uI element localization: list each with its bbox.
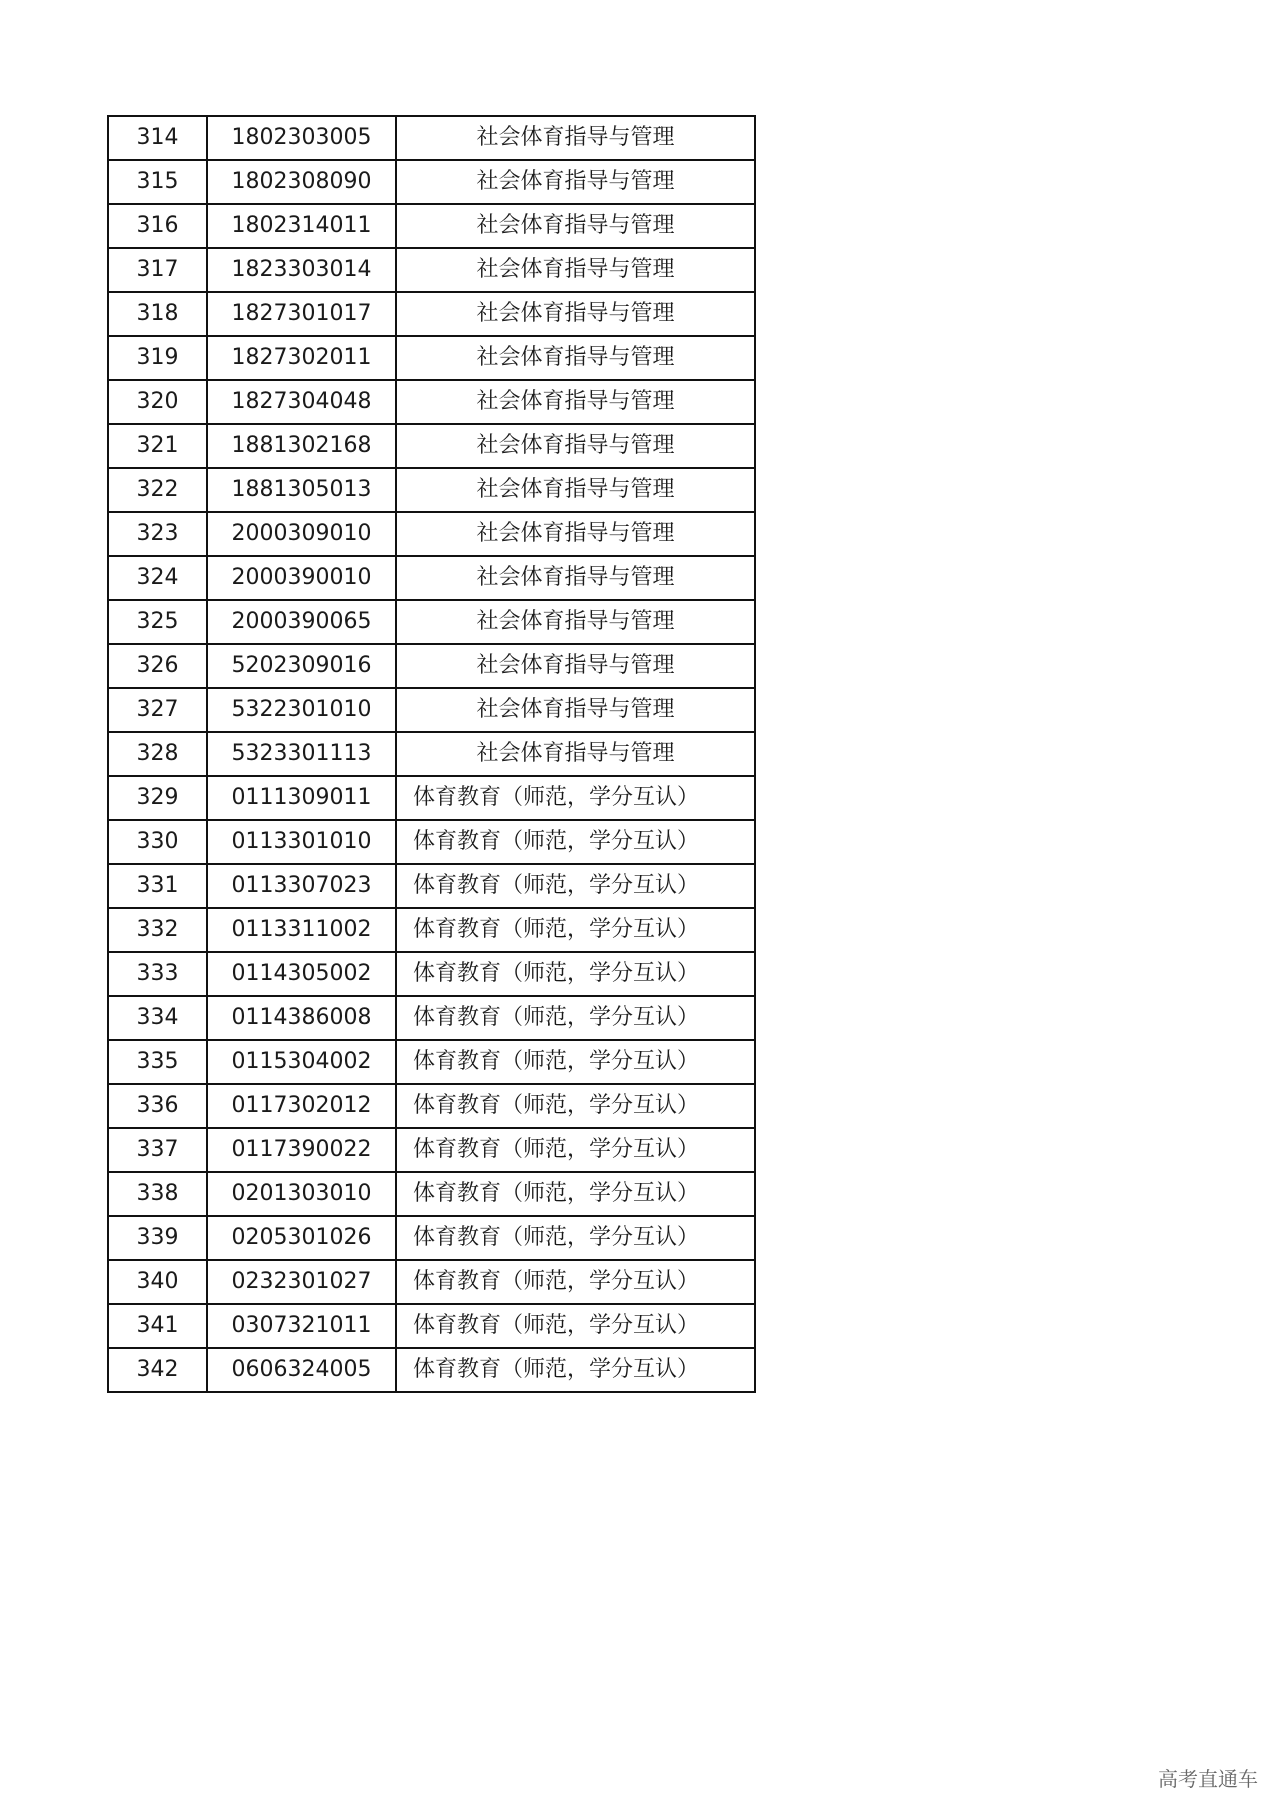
row-number-cell: 316 bbox=[108, 204, 207, 248]
major-cell: 体育教育（师范，学分互认） bbox=[396, 776, 755, 820]
table-row bbox=[108, 1084, 755, 1128]
table-row bbox=[108, 1304, 755, 1348]
major-cell: 体育教育（师范，学分互认） bbox=[396, 1260, 755, 1304]
major-cell: 体育教育（师范，学分互认） bbox=[396, 996, 755, 1040]
major-cell: 社会体育指导与管理 bbox=[396, 688, 755, 732]
row-number-cell: 337 bbox=[108, 1128, 207, 1172]
major-cell: 体育教育（师范，学分互认） bbox=[396, 1348, 755, 1392]
row-number-cell: 319 bbox=[108, 336, 207, 380]
table-row bbox=[108, 908, 755, 952]
row-number-cell: 342 bbox=[108, 1348, 207, 1392]
major-cell: 社会体育指导与管理 bbox=[396, 116, 755, 160]
table-row bbox=[108, 864, 755, 908]
candidate-id-cell: 1827304048 bbox=[207, 380, 396, 424]
row-number-cell: 334 bbox=[108, 996, 207, 1040]
major-cell: 社会体育指导与管理 bbox=[396, 424, 755, 468]
row-number-cell: 314 bbox=[108, 116, 207, 160]
major-cell: 体育教育（师范，学分互认） bbox=[396, 1128, 755, 1172]
row-number-cell: 339 bbox=[108, 1216, 207, 1260]
major-cell: 体育教育（师范，学分互认） bbox=[396, 908, 755, 952]
candidate-id-cell: 1881302168 bbox=[207, 424, 396, 468]
table-row bbox=[108, 600, 755, 644]
major-cell: 社会体育指导与管理 bbox=[396, 336, 755, 380]
table-row bbox=[108, 1260, 755, 1304]
admission-list-table bbox=[107, 115, 756, 1393]
table-row bbox=[108, 1172, 755, 1216]
major-cell: 体育教育（师范，学分互认） bbox=[396, 1040, 755, 1084]
row-number-cell: 330 bbox=[108, 820, 207, 864]
table-row bbox=[108, 1216, 755, 1260]
major-cell: 社会体育指导与管理 bbox=[396, 160, 755, 204]
row-number-cell: 325 bbox=[108, 600, 207, 644]
candidate-id-cell: 1881305013 bbox=[207, 468, 396, 512]
candidate-id-cell: 2000390010 bbox=[207, 556, 396, 600]
major-cell: 体育教育（师范，学分互认） bbox=[396, 1304, 755, 1348]
candidate-id-cell: 0113307023 bbox=[207, 864, 396, 908]
table-row bbox=[108, 952, 755, 996]
watermark-text: 高考直通车 bbox=[1158, 1767, 1258, 1791]
row-number-cell: 336 bbox=[108, 1084, 207, 1128]
major-cell: 社会体育指导与管理 bbox=[396, 248, 755, 292]
row-number-cell: 333 bbox=[108, 952, 207, 996]
candidate-id-cell: 0117302012 bbox=[207, 1084, 396, 1128]
row-number-cell: 323 bbox=[108, 512, 207, 556]
row-number-cell: 322 bbox=[108, 468, 207, 512]
candidate-id-cell: 0111309011 bbox=[207, 776, 396, 820]
candidate-id-cell: 0307321011 bbox=[207, 1304, 396, 1348]
candidate-id-cell: 5202309016 bbox=[207, 644, 396, 688]
candidate-id-cell: 0201303010 bbox=[207, 1172, 396, 1216]
row-number-cell: 317 bbox=[108, 248, 207, 292]
row-number-cell: 331 bbox=[108, 864, 207, 908]
major-cell: 社会体育指导与管理 bbox=[396, 380, 755, 424]
table-row bbox=[108, 1128, 755, 1172]
table-row bbox=[108, 116, 755, 160]
row-number-cell: 335 bbox=[108, 1040, 207, 1084]
table-row bbox=[108, 380, 755, 424]
candidate-id-cell: 0205301026 bbox=[207, 1216, 396, 1260]
major-cell: 社会体育指导与管理 bbox=[396, 512, 755, 556]
table-row bbox=[108, 688, 755, 732]
candidate-id-cell: 0232301027 bbox=[207, 1260, 396, 1304]
major-cell: 社会体育指导与管理 bbox=[396, 204, 755, 248]
table-row bbox=[108, 292, 755, 336]
candidate-id-cell: 2000390065 bbox=[207, 600, 396, 644]
major-cell: 社会体育指导与管理 bbox=[396, 644, 755, 688]
table-row bbox=[108, 644, 755, 688]
major-cell: 社会体育指导与管理 bbox=[396, 600, 755, 644]
candidate-id-cell: 5323301113 bbox=[207, 732, 396, 776]
candidate-id-cell: 0115304002 bbox=[207, 1040, 396, 1084]
major-cell: 体育教育（师范，学分互认） bbox=[396, 1084, 755, 1128]
row-number-cell: 326 bbox=[108, 644, 207, 688]
table-row bbox=[108, 468, 755, 512]
candidate-id-cell: 1802314011 bbox=[207, 204, 396, 248]
table-row bbox=[108, 160, 755, 204]
candidate-id-cell: 1827301017 bbox=[207, 292, 396, 336]
table-row bbox=[108, 732, 755, 776]
candidate-id-cell: 1827302011 bbox=[207, 336, 396, 380]
row-number-cell: 340 bbox=[108, 1260, 207, 1304]
candidate-id-cell: 0117390022 bbox=[207, 1128, 396, 1172]
table-row bbox=[108, 336, 755, 380]
table-row bbox=[108, 820, 755, 864]
major-cell: 体育教育（师范，学分互认） bbox=[396, 1172, 755, 1216]
table-row bbox=[108, 996, 755, 1040]
major-cell: 体育教育（师范，学分互认） bbox=[396, 952, 755, 996]
major-cell: 社会体育指导与管理 bbox=[396, 468, 755, 512]
row-number-cell: 327 bbox=[108, 688, 207, 732]
row-number-cell: 321 bbox=[108, 424, 207, 468]
major-cell: 体育教育（师范，学分互认） bbox=[396, 820, 755, 864]
candidate-id-cell: 0113311002 bbox=[207, 908, 396, 952]
candidate-id-cell: 0606324005 bbox=[207, 1348, 396, 1392]
row-number-cell: 315 bbox=[108, 160, 207, 204]
row-number-cell: 324 bbox=[108, 556, 207, 600]
row-number-cell: 341 bbox=[108, 1304, 207, 1348]
candidate-id-cell: 0114305002 bbox=[207, 952, 396, 996]
candidate-id-cell: 1823303014 bbox=[207, 248, 396, 292]
row-number-cell: 318 bbox=[108, 292, 207, 336]
row-number-cell: 329 bbox=[108, 776, 207, 820]
row-number-cell: 320 bbox=[108, 380, 207, 424]
row-number-cell: 338 bbox=[108, 1172, 207, 1216]
row-number-cell: 328 bbox=[108, 732, 207, 776]
candidate-id-cell: 0113301010 bbox=[207, 820, 396, 864]
table-row bbox=[108, 776, 755, 820]
candidate-id-cell: 1802303005 bbox=[207, 116, 396, 160]
candidate-id-cell: 1802308090 bbox=[207, 160, 396, 204]
table-row bbox=[108, 1348, 755, 1392]
table-row bbox=[108, 556, 755, 600]
table-body bbox=[108, 116, 755, 1392]
table-row bbox=[108, 204, 755, 248]
major-cell: 社会体育指导与管理 bbox=[396, 292, 755, 336]
candidate-id-cell: 0114386008 bbox=[207, 996, 396, 1040]
major-cell: 社会体育指导与管理 bbox=[396, 556, 755, 600]
candidate-id-cell: 2000309010 bbox=[207, 512, 396, 556]
row-number-cell: 332 bbox=[108, 908, 207, 952]
major-cell: 社会体育指导与管理 bbox=[396, 732, 755, 776]
table-row bbox=[108, 248, 755, 292]
table-row bbox=[108, 1040, 755, 1084]
table-row bbox=[108, 424, 755, 468]
major-cell: 体育教育（师范，学分互认） bbox=[396, 1216, 755, 1260]
major-cell: 体育教育（师范，学分互认） bbox=[396, 864, 755, 908]
table-row bbox=[108, 512, 755, 556]
candidate-id-cell: 5322301010 bbox=[207, 688, 396, 732]
